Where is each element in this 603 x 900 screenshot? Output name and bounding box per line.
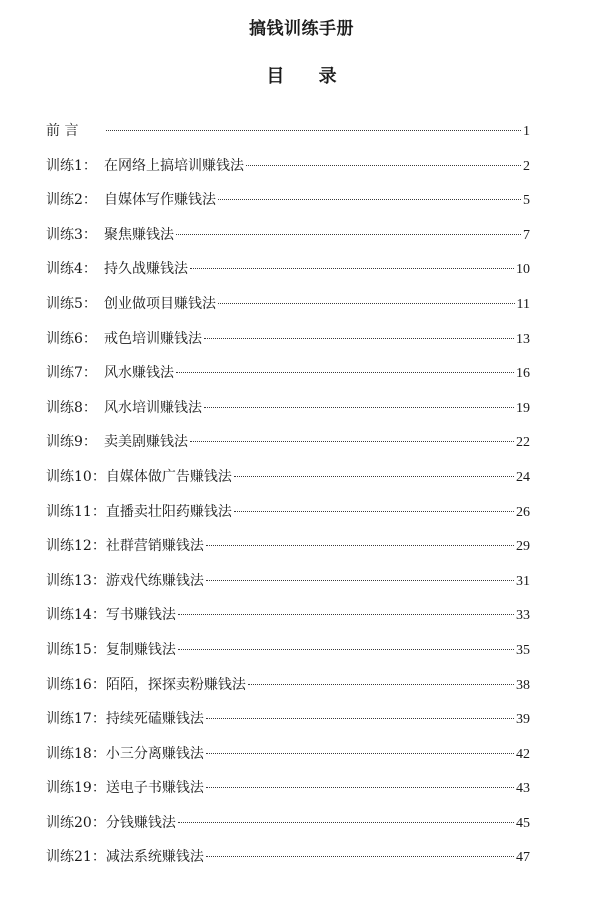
toc-entry[interactable] (46, 360, 530, 395)
toc-entry-page: 38 (516, 677, 530, 693)
toc-entry-title: 自媒体写作赚钱法 (104, 192, 216, 209)
toc-entry[interactable] (46, 672, 530, 707)
toc-leader-dots (206, 580, 514, 581)
toc-entry[interactable] (46, 153, 530, 188)
toc-entry[interactable] (46, 118, 530, 153)
toc-entry-title: 社群营销赚钱法 (105, 538, 204, 555)
toc-entry-number: 训练2： (46, 192, 97, 209)
toc-entry-title: 风水培训赚钱法 (104, 399, 202, 416)
toc-leader-dots (234, 511, 514, 512)
toc-entry[interactable] (46, 775, 530, 810)
toc-entry-page: 43 (516, 781, 530, 797)
toc-leader-dots (234, 476, 514, 477)
toc-list (46, 118, 530, 879)
toc-entry-number: 训练6： (46, 330, 97, 347)
toc-entry[interactable] (46, 844, 530, 879)
toc-entry-number: 训练10： (46, 468, 106, 485)
toc-entry[interactable] (46, 222, 530, 257)
toc-entry[interactable] (46, 533, 530, 568)
toc-entry-page: 11 (516, 296, 530, 312)
toc-entry-page: 22 (516, 435, 530, 451)
toc-leader-dots (106, 130, 521, 131)
toc-entry[interactable] (46, 326, 530, 361)
toc-entry-number: 训练12： (46, 538, 106, 555)
toc-entry[interactable] (46, 602, 530, 637)
toc-entry-title: 创业做项目赚钱法 (104, 295, 216, 312)
toc-leader-dots (218, 199, 521, 200)
toc-leader-dots (178, 614, 514, 615)
toc-entry-title: 在网络上搞培训赚钱法 (104, 157, 244, 174)
toc-entry-number: 训练7： (46, 365, 97, 382)
toc-entry[interactable] (46, 395, 530, 430)
document-title: 搞钱训练手册 (249, 19, 354, 39)
toc-entry-number: 训练3： (46, 226, 97, 243)
toc-entry-title: 送电子书赚钱法 (105, 780, 204, 797)
toc-entry-page: 26 (516, 504, 530, 520)
toc-entry-page: 19 (516, 400, 530, 416)
toc-entry-title: 小三分离赚钱法 (105, 745, 204, 762)
toc-entry-page: 5 (523, 193, 530, 209)
toc-entry-number: 训练17： (46, 711, 106, 728)
toc-entry-number: 训练15： (46, 641, 106, 658)
toc-entry[interactable] (46, 464, 530, 499)
toc-entry-number: 训练5： (46, 295, 97, 312)
toc-entry-number: 训练13： (46, 572, 106, 589)
toc-leader-dots (246, 165, 521, 166)
toc-entry-page: 24 (516, 469, 530, 485)
toc-leader-dots (190, 441, 514, 442)
toc-entry-title: 戒色培训赚钱法 (104, 330, 202, 347)
toc-entry-page: 45 (516, 815, 530, 831)
toc-entry-page: 39 (516, 712, 530, 728)
toc-entry[interactable] (46, 291, 530, 326)
toc-leader-dots (206, 787, 514, 788)
toc-entry-page: 7 (523, 227, 530, 243)
toc-entry-page: 42 (516, 746, 530, 762)
toc-entry-title: 写书赚钱法 (105, 607, 176, 624)
toc-entry-title: 聚焦赚钱法 (104, 226, 174, 243)
toc-entry-title: 卖美剧赚钱法 (104, 434, 188, 451)
toc-entry[interactable] (46, 706, 530, 741)
toc-entry[interactable] (46, 741, 530, 776)
toc-entry-page: 33 (516, 608, 530, 624)
toc-leader-dots (206, 856, 514, 857)
toc-leader-dots (178, 822, 514, 823)
toc-heading: 目 录 (266, 66, 351, 87)
toc-entry[interactable] (46, 187, 530, 222)
toc-entry-number: 训练1： (46, 157, 97, 174)
toc-leader-dots (218, 303, 515, 304)
toc-entry-title: 游戏代练赚钱法 (105, 572, 204, 589)
toc-entry[interactable] (46, 256, 530, 291)
toc-entry-number: 训练19： (46, 780, 106, 797)
toc-leader-dots (206, 753, 514, 754)
toc-entry-title: 复制赚钱法 (105, 641, 176, 658)
toc-entry-page: 10 (516, 262, 530, 278)
toc-entry-number: 前 言 (46, 123, 79, 139)
toc-entry-title: 直播卖壮阳药赚钱法 (105, 503, 232, 520)
toc-entry-title: 自媒体做广告赚钱法 (105, 468, 232, 485)
toc-leader-dots (176, 372, 514, 373)
toc-entry-page: 1 (523, 124, 530, 139)
toc-entry-number: 训练20： (46, 814, 106, 831)
toc-entry-title: 持久战赚钱法 (104, 261, 188, 278)
toc-leader-dots (178, 649, 514, 650)
toc-entry-title: 持续死磕赚钱法 (105, 711, 204, 728)
toc-entry[interactable] (46, 637, 530, 672)
toc-entry-page: 35 (516, 642, 530, 658)
toc-entry[interactable] (46, 499, 530, 534)
toc-entry-number: 训练4： (46, 261, 97, 278)
toc-entry[interactable] (46, 429, 530, 464)
toc-leader-dots (190, 268, 514, 269)
toc-entry-title: 减法系统赚钱法 (105, 849, 204, 866)
toc-entry-number: 训练14： (46, 607, 106, 624)
toc-entry-number: 训练16： (46, 676, 106, 693)
toc-entry-number: 训练8： (46, 399, 97, 416)
toc-entry-page: 47 (516, 850, 530, 866)
toc-entry-number: 训练11： (46, 503, 106, 520)
toc-entry-page: 31 (516, 573, 530, 589)
toc-entry-title: 分钱赚钱法 (105, 814, 176, 831)
toc-entry-page: 29 (516, 539, 530, 555)
toc-entry-page: 2 (523, 158, 530, 174)
toc-entry[interactable] (46, 568, 530, 603)
toc-entry-title: 风水赚钱法 (104, 365, 174, 382)
toc-entry-title: 陌陌，探探卖粉赚钱法 (105, 676, 246, 693)
toc-leader-dots (204, 338, 514, 339)
toc-entry-number: 训练9： (46, 434, 97, 451)
toc-leader-dots (206, 718, 514, 719)
toc-entry[interactable] (46, 810, 530, 845)
toc-leader-dots (204, 407, 514, 408)
toc-entry-page: 13 (516, 331, 530, 347)
toc-entry-number: 训练18： (46, 745, 106, 762)
toc-entry-number: 训练21： (46, 849, 106, 866)
toc-leader-dots (206, 545, 514, 546)
toc-leader-dots (176, 234, 521, 235)
toc-entry-page: 16 (516, 366, 530, 382)
toc-leader-dots (248, 684, 514, 685)
